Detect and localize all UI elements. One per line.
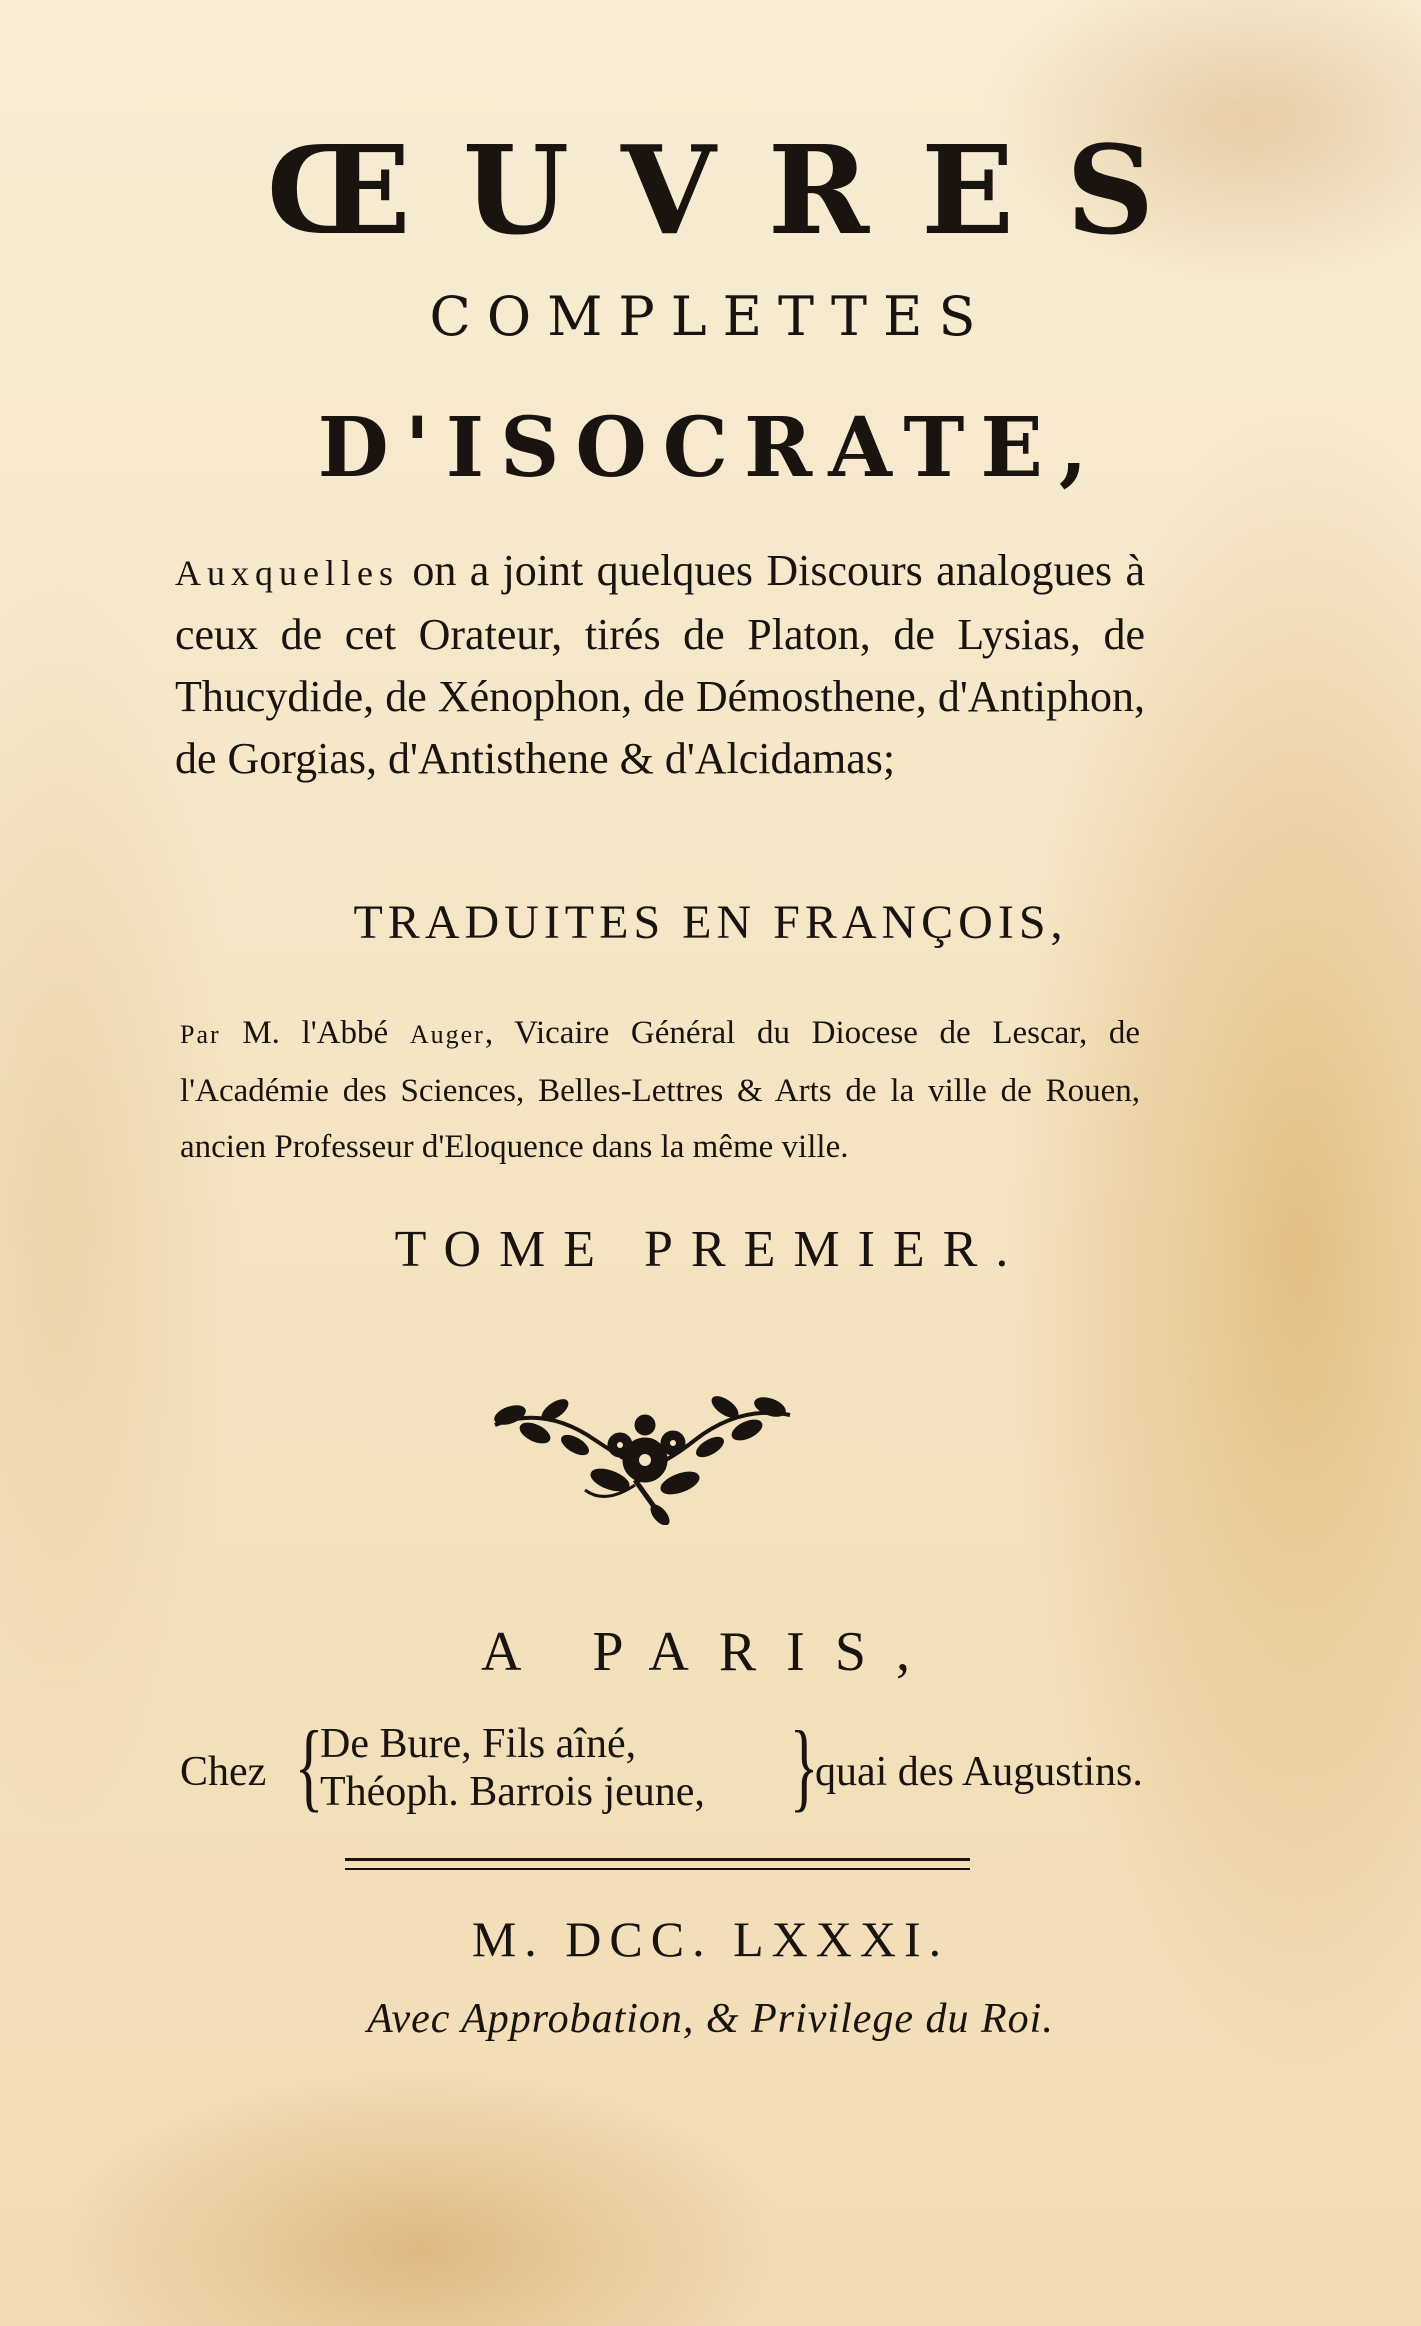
double-rule-top bbox=[345, 1858, 970, 1861]
intro-lead-word: Auxquelles bbox=[175, 553, 399, 593]
author-name: Auger bbox=[409, 1020, 485, 1049]
title-author-name: D'ISOCRATE, bbox=[317, 400, 1104, 496]
approbation-line: Avec Approbation, & Privilege du Roi. bbox=[367, 1996, 1054, 2042]
intro-paragraph bbox=[175, 540, 1145, 790]
author-text-before: M. l'Abbé bbox=[242, 1015, 389, 1051]
imprint-address: quai des Augustins. bbox=[815, 1749, 1143, 1795]
publisher-1: De Bure, Fils aîné, bbox=[320, 1721, 637, 1767]
left-brace: { bbox=[294, 1710, 324, 1821]
publisher-list bbox=[320, 1720, 705, 1816]
volume-label: TOME PREMIER. bbox=[394, 1221, 1027, 1278]
publication-date: M. DCC. LXXXI. bbox=[471, 1911, 950, 1967]
publisher-2: Théoph. Barrois jeune, bbox=[320, 1769, 705, 1815]
right-brace: } bbox=[789, 1710, 819, 1821]
double-rule-bottom bbox=[345, 1868, 970, 1870]
intro-text: on a joint quelques Discours analogues à ceux de cet Orateur, tirés de Platon, de Lysias, de Thucydide, de Xénophon, de Démosthene, d'Antiphon, de Gorgias, d'Antisthene & d'Alcidamas; bbox=[175, 546, 1145, 783]
author-paragraph bbox=[180, 1005, 1140, 1175]
title-subtitle: COMPLETTES bbox=[429, 285, 992, 348]
floral-vignette-icon bbox=[485, 1385, 800, 1525]
imprint-chez: Chez bbox=[180, 1749, 267, 1795]
title-main: ŒUVRES bbox=[266, 118, 1207, 262]
author-text-after: , Vicaire Général du Diocese de Lescar, de l'Académie des Sciences, Belles-Lettres & Arts de la ville de Rouen, ancien Professeur d'Eloquence dans la même ville. bbox=[180, 1015, 1141, 1165]
translation-note: TRADUITES EN FRANÇOIS, bbox=[353, 896, 1068, 949]
imprint-city: A PARIS, bbox=[481, 1621, 940, 1683]
author-par: Par bbox=[180, 1020, 221, 1049]
